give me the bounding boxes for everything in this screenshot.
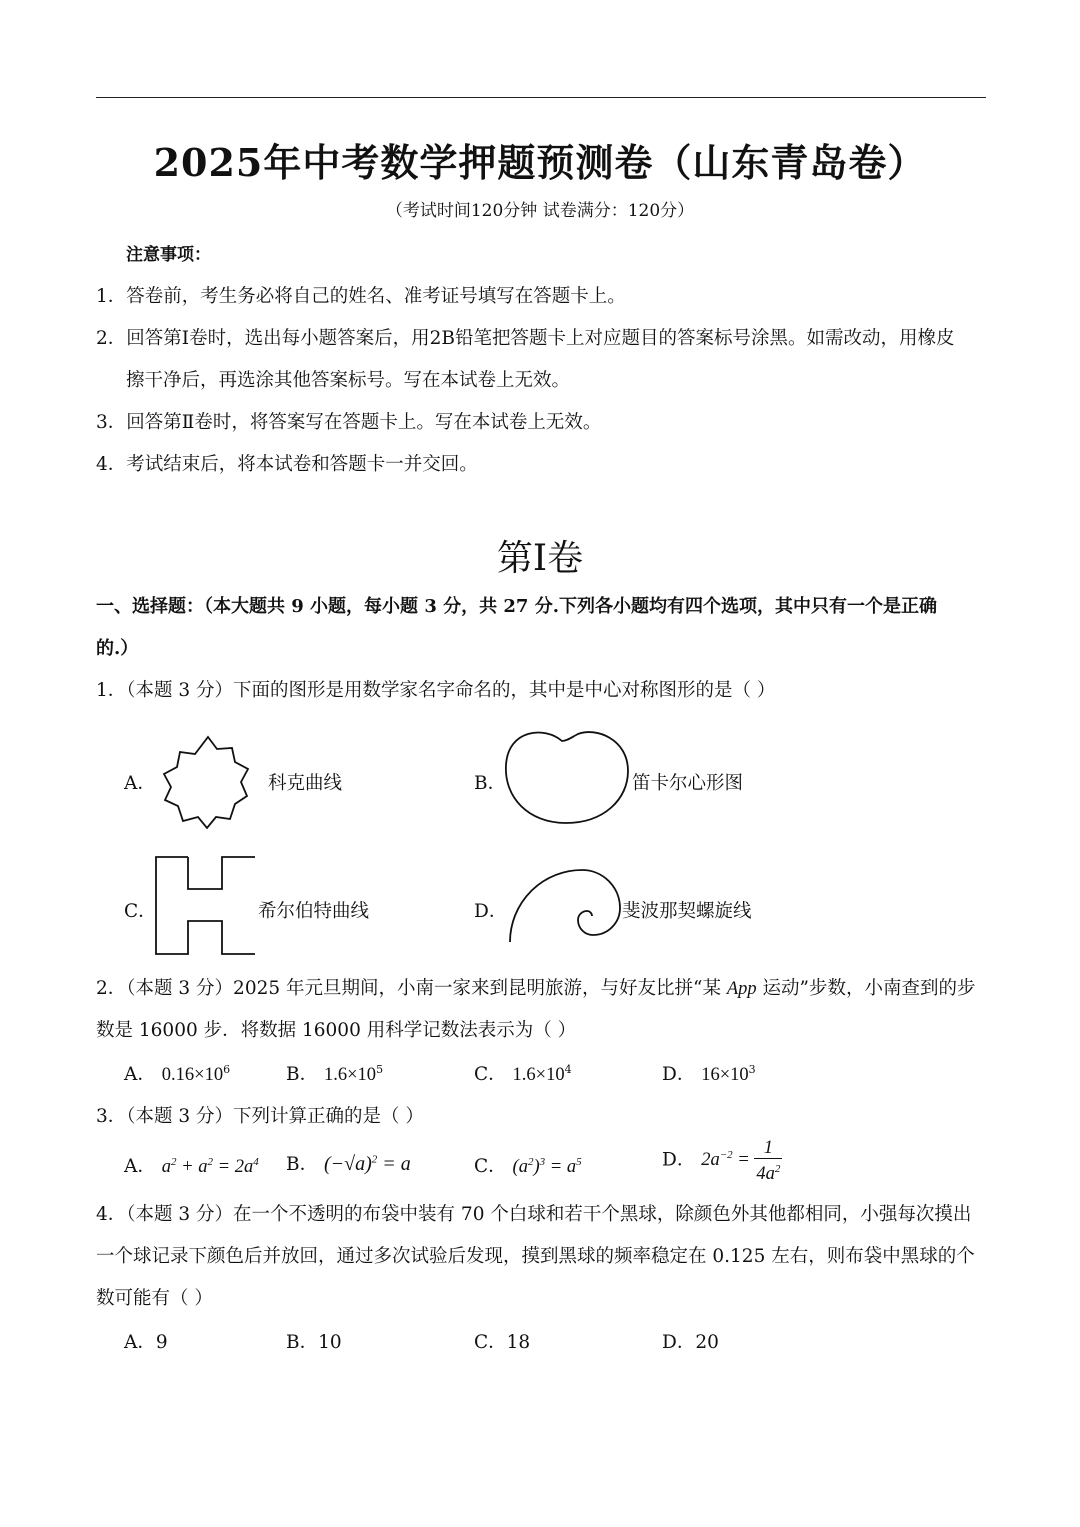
- q1-option-a-letter: A．: [124, 773, 156, 794]
- q1-option-b-label: 笛卡尔心形图: [632, 773, 744, 794]
- q4-option-d: [662, 1328, 719, 1354]
- q1-option-c-letter: C．: [124, 901, 157, 922]
- q2-stem-pre: 2．（本题 3 分）2025 年元旦期间，小南一家来到昆明旅游，与好友比拼“某: [96, 978, 727, 999]
- notice-item-4: 4．考试结束后，将本试卷和答题卡一并交回。: [96, 454, 478, 475]
- q3-option-b: [286, 1150, 411, 1176]
- notice-heading: 注意事项：: [126, 245, 211, 265]
- q4-stem-line2: 一个球记录下颜色后并放回，通过多次试验后发现，摸到黑球的频率稳定在 0.125 左右，则布袋中黑球的个: [96, 1246, 975, 1267]
- fibonacci-spiral-figure: [505, 862, 625, 947]
- header-rule: [96, 97, 986, 98]
- q2-option-a: [124, 1060, 230, 1086]
- q3-option-c-expr: $(a^2)^3 = a^5$: [512, 1155, 582, 1177]
- q2-option-b-letter: B．: [286, 1064, 319, 1085]
- section-title: 第Ⅰ卷: [496, 538, 584, 579]
- q4-option-a-value: 9: [155, 1332, 168, 1353]
- q1-option-d-label: 斐波那契螺旋线: [622, 901, 752, 922]
- q2-option-d-exp: 3: [748, 1062, 756, 1076]
- q3-option-a-letter: A．: [124, 1156, 156, 1177]
- q1-option-d-letter: D．: [474, 901, 508, 922]
- section-heading-cont: 的.）: [96, 638, 139, 659]
- q3-option-a-expr: $a^2 + a^2 = 2a^4$: [161, 1155, 259, 1177]
- q2-option-d-letter: D．: [662, 1064, 696, 1085]
- section-heading: 一、选择题：（本大题共 9 小题，每小题 3 分，共 27 分.下列各小题均有四个选项，其中只有一个是正确: [96, 596, 937, 617]
- q3-option-d-expr: $2a^{-2}$ = $\frac{1}{4a^2}$: [701, 1138, 781, 1185]
- q3-option-c: [474, 1152, 582, 1178]
- q4-option-c-value: 18: [506, 1332, 531, 1353]
- q4-option-b: [286, 1328, 342, 1354]
- q4-option-a-letter: A．: [124, 1332, 156, 1353]
- cardioid-figure: [500, 725, 635, 830]
- q2-app-text: App: [726, 979, 757, 999]
- q2-option-c-letter: C．: [474, 1064, 507, 1085]
- q4-option-a: [124, 1328, 168, 1354]
- q3-option-b-letter: B．: [286, 1154, 319, 1175]
- exam-info: （考试时间120分钟 试卷满分：120分）: [385, 201, 695, 221]
- q4-option-c-letter: C．: [474, 1332, 507, 1353]
- q4-option-b-value: 10: [318, 1332, 342, 1353]
- hilbert-curve-figure: [154, 856, 259, 956]
- q4-option-d-value: 20: [695, 1332, 719, 1353]
- q3-option-d-letter: D．: [662, 1149, 696, 1171]
- notice-item-1: 1．答卷前，考生务必将自己的姓名、准考证号填写在答题卡上。: [96, 286, 626, 307]
- q2-stem-line1: [96, 974, 976, 1000]
- notice-item-3: 3．回答第Ⅱ卷时，将答案写在答题卡上。写在本试卷上无效。: [96, 412, 602, 433]
- q4-stem-line3: 数可能有（ ）: [96, 1288, 213, 1309]
- q1-stem: 1．（本题 3 分）下面的图形是用数学家名字命名的，其中是中心对称图形的是（ ）: [96, 680, 776, 701]
- q2-option-a-exp: 6: [223, 1062, 231, 1076]
- q3-option-d: [662, 1138, 782, 1184]
- notice-item-2-cont: 擦干净后，再选涂其他答案标号。写在本试卷上无效。: [126, 370, 571, 391]
- koch-curve-figure: [150, 715, 260, 840]
- page-title: 2025年中考数学押题预测卷（山东青岛卷）: [153, 140, 927, 185]
- q2-stem-post: 运动”步数，小南查到的步: [756, 978, 976, 999]
- q2-option-d-base: 16×10: [701, 1065, 749, 1085]
- q4-option-c: [474, 1328, 530, 1354]
- q2-option-c-base: 1.6×10: [512, 1065, 565, 1085]
- q2-option-b: [286, 1060, 383, 1086]
- q2-option-a-base: 0.16×10: [161, 1065, 224, 1085]
- q2-option-c-exp: 4: [564, 1062, 572, 1076]
- q3-option-a: [124, 1152, 259, 1178]
- q2-option-b-exp: 5: [376, 1062, 384, 1076]
- q2-option-a-letter: A．: [124, 1064, 156, 1085]
- q1-option-b-letter: B．: [474, 773, 507, 794]
- q4-option-b-letter: B．: [286, 1332, 319, 1353]
- q4-stem-line1: 4．（本题 3 分）在一个不透明的布袋中装有 70 个白球和若干个黑球，除颜色外其他都相同，小强每次摸出: [96, 1204, 972, 1225]
- q2-option-d: [662, 1060, 756, 1086]
- q1-option-c-label: 希尔伯特曲线: [258, 901, 370, 922]
- q3-option-c-letter: C．: [474, 1156, 507, 1177]
- notice-item-2: 2．回答第Ⅰ卷时，选出每小题答案后，用2B铅笔把答题卡上对应题目的答案标号涂黑。如需改动，用橡皮: [96, 328, 955, 349]
- q1-option-a-label: 科克曲线: [268, 773, 343, 794]
- q3-option-b-expr: $(-√a)^2 = a$: [324, 1153, 411, 1175]
- q4-option-d-letter: D．: [662, 1332, 696, 1353]
- q2-option-c: [474, 1060, 572, 1086]
- q2-stem-line2: 数是 16000 步．将数据 16000 用科学记数法表示为（ ）: [96, 1020, 577, 1041]
- q2-option-b-base: 1.6×10: [324, 1065, 377, 1085]
- q3-stem: 3．（本题 3 分）下列计算正确的是（ ）: [96, 1106, 424, 1127]
